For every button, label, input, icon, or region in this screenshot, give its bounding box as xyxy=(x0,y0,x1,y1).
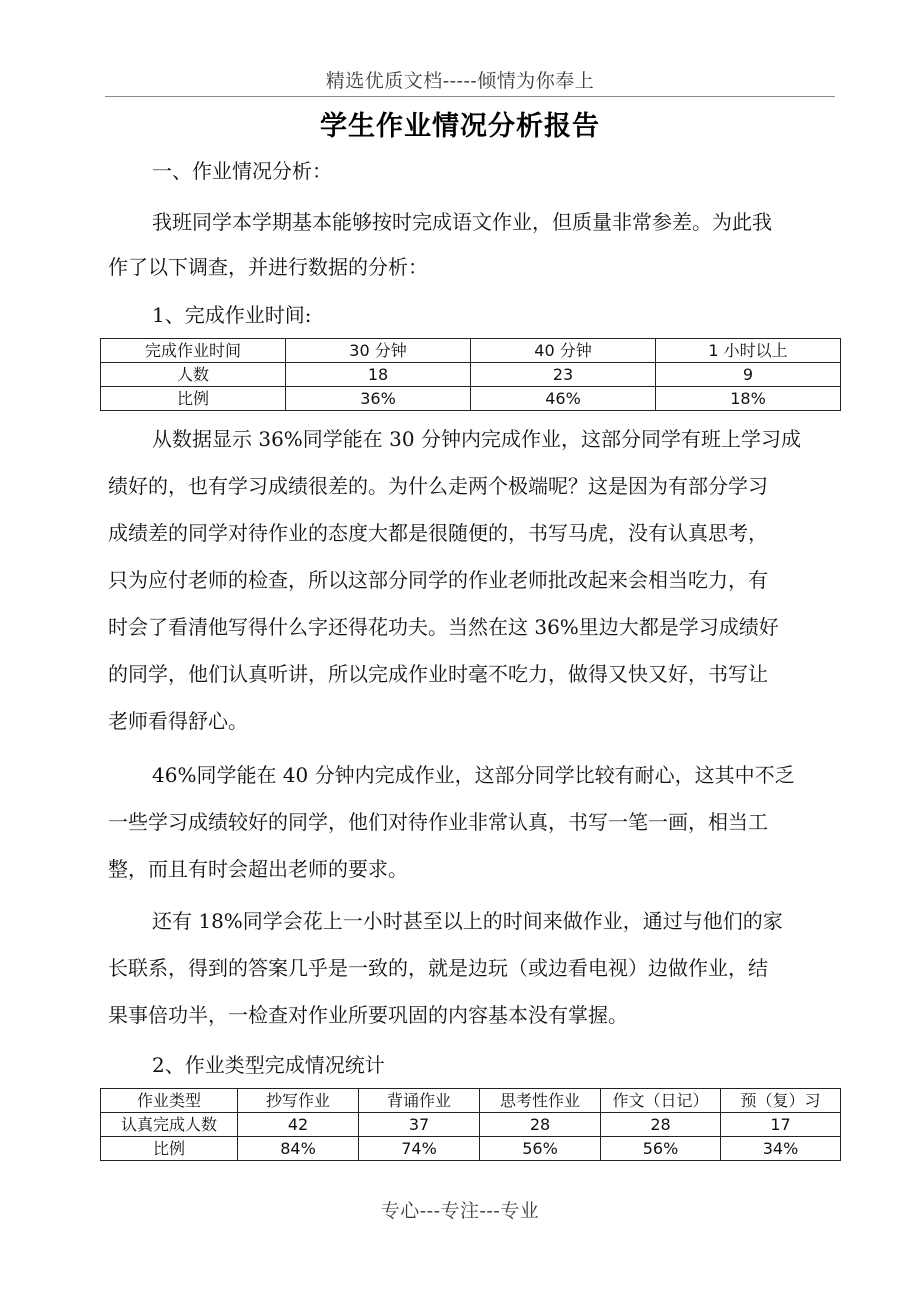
table-header-row xyxy=(101,339,841,363)
table-cell: 74% xyxy=(359,1137,480,1161)
table-header-cell: 作文（日记） xyxy=(601,1089,721,1113)
page-header: 精选优质文档-----倾情为你奉上 xyxy=(325,70,595,92)
paragraph-line: 老师看得舒心。 xyxy=(108,709,248,733)
table-cell: 56% xyxy=(480,1137,601,1161)
paragraph-line: 果事倍功半，一检查对作业所要巩固的内容基本没有掌握。 xyxy=(108,1003,628,1027)
table-cell: 9 xyxy=(656,363,841,387)
table-header-cell: 完成作业时间 xyxy=(101,339,286,363)
paragraph-line: 只为应付老师的检查，所以这部分同学的作业老师批改起来会相当吃力，有 xyxy=(108,568,768,592)
table-cell: 28 xyxy=(601,1113,721,1137)
table-cell: 18 xyxy=(286,363,471,387)
table-cell: 84% xyxy=(238,1137,359,1161)
table-cell: 36% xyxy=(286,387,471,411)
intro-line: 我班同学本学期基本能够按时完成语文作业，但质量非常参差。为此我 xyxy=(152,210,772,234)
section-heading: 一、作业情况分析： xyxy=(152,159,332,183)
table-header-cell: 抄写作业 xyxy=(238,1089,359,1113)
header-divider xyxy=(105,96,835,97)
subsection-heading: 1、完成作业时间: xyxy=(152,303,312,327)
table-row xyxy=(101,1137,841,1161)
table-header-cell: 30 分钟 xyxy=(286,339,471,363)
table-cell: 23 xyxy=(471,363,656,387)
table-row xyxy=(101,1113,841,1137)
table-header-row xyxy=(101,1089,841,1113)
paragraph-line: 绩好的，也有学习成绩很差的。为什么走两个极端呢？这是因为有部分学习 xyxy=(108,474,768,498)
table-cell: 人数 xyxy=(101,363,286,387)
table-cell: 17 xyxy=(721,1113,841,1137)
document-title: 学生作业情况分析报告 xyxy=(320,111,600,142)
paragraph-line: 成绩差的同学对待作业的态度大都是很随便的，书写马虎，没有认真思考， xyxy=(108,521,768,545)
intro-line: 作了以下调查，并进行数据的分析： xyxy=(108,255,428,279)
table-cell: 比例 xyxy=(101,1137,238,1161)
paragraph-line: 时会了看清他写得什么字还得花功夫。当然在这 36%里边大都是学习成绩好 xyxy=(108,615,779,639)
table-cell: 18% xyxy=(656,387,841,411)
table-header-cell: 40 分钟 xyxy=(471,339,656,363)
table-row xyxy=(101,387,841,411)
page-footer: 专心---专注---专业 xyxy=(380,1200,540,1222)
paragraph-line: 的同学，他们认真听讲，所以完成作业时毫不吃力，做得又快又好，书写让 xyxy=(108,662,768,686)
table-cell: 认真完成人数 xyxy=(101,1113,238,1137)
paragraph-line: 从数据显示 36%同学能在 30 分钟内完成作业，这部分同学有班上学习成 xyxy=(152,427,801,451)
paragraph-line: 整，而且有时会超出老师的要求。 xyxy=(108,857,408,881)
homework-type-table xyxy=(100,1088,841,1161)
table-header-cell: 预（复）习 xyxy=(721,1089,841,1113)
table-header-cell: 作业类型 xyxy=(101,1089,238,1113)
subsection-heading: 2、作业类型完成情况统计 xyxy=(152,1053,385,1077)
table-row xyxy=(101,363,841,387)
table-cell: 34% xyxy=(721,1137,841,1161)
table-header-cell: 背诵作业 xyxy=(359,1089,480,1113)
table-header-cell: 1 小时以上 xyxy=(656,339,841,363)
table-cell: 比例 xyxy=(101,387,286,411)
completion-time-table xyxy=(100,338,841,411)
paragraph-line: 还有 18%同学会花上一小时甚至以上的时间来做作业，通过与他们的家 xyxy=(152,909,783,933)
table-cell: 46% xyxy=(471,387,656,411)
paragraph-line: 长联系，得到的答案几乎是一致的，就是边玩（或边看电视）边做作业，结 xyxy=(108,956,768,980)
paragraph-line: 一些学习成绩较好的同学，他们对待作业非常认真，书写一笔一画，相当工 xyxy=(108,810,768,834)
table-cell: 42 xyxy=(238,1113,359,1137)
table-cell: 56% xyxy=(601,1137,721,1161)
table-header-cell: 思考性作业 xyxy=(480,1089,601,1113)
table-cell: 28 xyxy=(480,1113,601,1137)
table-cell: 37 xyxy=(359,1113,480,1137)
paragraph-line: 46%同学能在 40 分钟内完成作业，这部分同学比较有耐心，这其中不乏 xyxy=(152,763,795,787)
